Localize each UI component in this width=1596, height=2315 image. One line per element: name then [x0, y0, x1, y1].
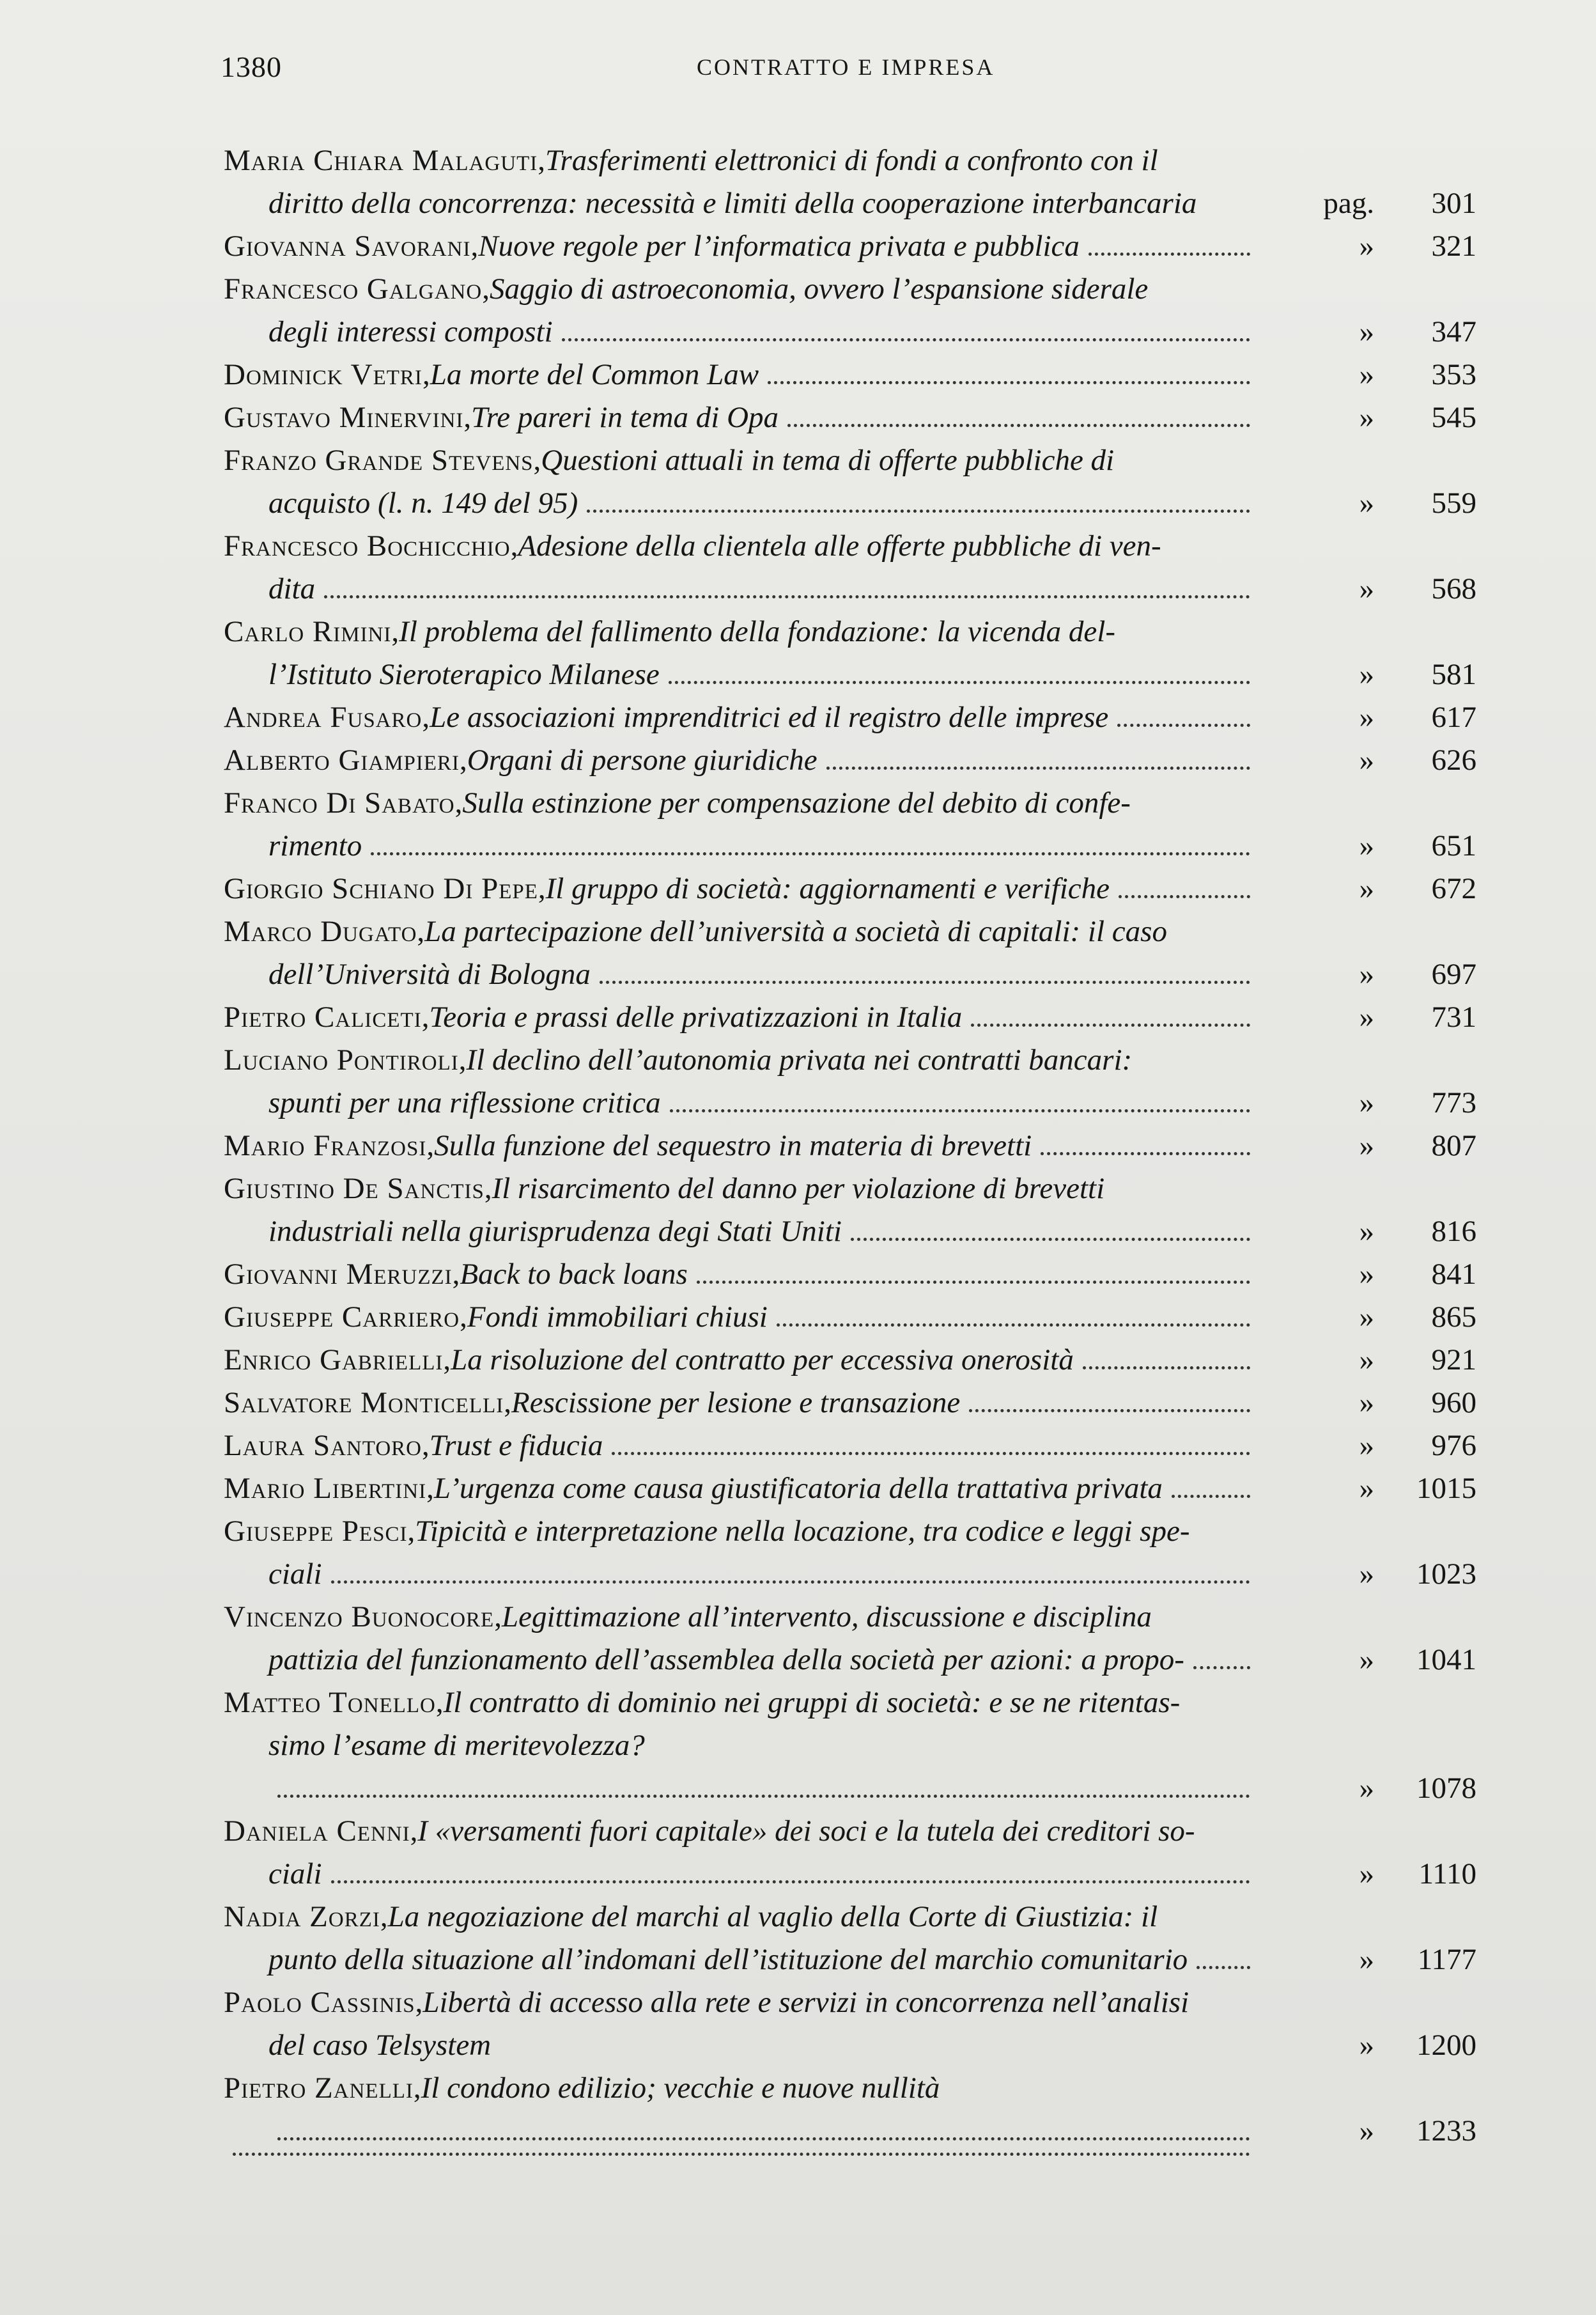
- entry-separator: ,: [533, 444, 541, 477]
- entry-page: 353: [1431, 358, 1476, 391]
- page-label: »: [1359, 1557, 1374, 1591]
- entry-page: 651: [1431, 829, 1476, 862]
- entry-author: Nadia Zorzi: [224, 1900, 380, 1933]
- toc-entry: [224, 1810, 1476, 1896]
- dot-leader: [277, 2137, 1250, 2140]
- entry-title: spunti per una riflessione critica: [268, 1086, 661, 1119]
- toc-entry: [224, 739, 1476, 782]
- entry-separator: ,: [504, 1386, 511, 1419]
- entry-separator: ,: [435, 1686, 444, 1719]
- entry-author: Daniela Cenni: [224, 1814, 410, 1848]
- entry-author: Vincenzo Buonocore: [224, 1600, 495, 1633]
- page-label: »: [1359, 1001, 1374, 1034]
- entry-separator: ,: [538, 144, 545, 177]
- entry-separator: ,: [538, 872, 546, 905]
- entry-author: Maria Chiara Malaguti: [224, 144, 538, 177]
- entry-title: ciali: [268, 1557, 322, 1591]
- entry-author: Laura Santoro: [224, 1429, 422, 1462]
- entry-title: degli interessi composti: [268, 315, 553, 348]
- dot-leader: [826, 767, 1250, 770]
- entry-title: Organi di persone giuridiche: [467, 744, 817, 777]
- page-label: »: [1359, 2029, 1374, 2062]
- toc-entry: [224, 868, 1476, 910]
- dot-leader: [331, 1880, 1250, 1883]
- toc-entry: [224, 139, 1476, 225]
- running-head: CONTRATTO E IMPRESA: [697, 54, 995, 80]
- entry-page: 568: [1431, 572, 1476, 605]
- entry-separator: ,: [415, 1986, 423, 2019]
- dot-leader: [562, 338, 1250, 341]
- entry-author: Luciano Pontiroli: [224, 1043, 459, 1077]
- entry-author: Andrea Fusaro: [224, 701, 422, 734]
- entry-author: Giuseppe Pesci: [224, 1515, 408, 1548]
- entry-separator: ,: [484, 1172, 492, 1205]
- toc-entry: [224, 611, 1476, 696]
- entry-separator: ,: [443, 1343, 451, 1376]
- page-label: »: [1359, 1643, 1374, 1676]
- entry-separator: ,: [413, 2071, 421, 2105]
- page-number: 1380: [221, 51, 282, 83]
- entry-title: L’urgenza come causa giustificatoria della trattativa privata: [433, 1472, 1163, 1505]
- entry-title: pattizia del funzionamento dell’assemblea della società per azioni: a propo-: [268, 1643, 1184, 1676]
- dot-leader: [331, 1580, 1250, 1584]
- entry-page: 1177: [1417, 1943, 1476, 1976]
- entry-title: acquisto (l. n. 149 del 95): [268, 487, 578, 520]
- entry-author: Carlo Rimini: [224, 615, 392, 648]
- entry-page: 347: [1431, 315, 1476, 348]
- dot-leader: [371, 852, 1250, 855]
- dot-leader: [969, 1409, 1250, 1412]
- entry-separator: ,: [422, 1429, 430, 1462]
- page-label: »: [1359, 358, 1374, 391]
- entry-author: Paolo Cassinis: [224, 1986, 415, 2019]
- page-label: »: [1359, 1386, 1374, 1419]
- entry-page: 581: [1431, 658, 1476, 691]
- entry-page: 865: [1431, 1300, 1476, 1334]
- page-label: »: [1359, 2114, 1374, 2147]
- entry-author: Giovanna Savorani: [224, 230, 471, 263]
- entry-separator: ,: [407, 1515, 415, 1548]
- entry-author: Enrico Gabrielli: [224, 1343, 444, 1376]
- toc-entry: [224, 1467, 1476, 1510]
- entry-author: Giuseppe Carriero: [224, 1300, 460, 1334]
- dot-leader: [971, 1024, 1250, 1027]
- entry-title: Questioni attuali in tema di offerte pubbliche di: [541, 444, 1115, 477]
- entry-separator: ,: [410, 1814, 418, 1848]
- page-label: pag.: [1323, 187, 1374, 220]
- entry-title: Rescissione per lesione e transazione: [511, 1386, 961, 1419]
- dot-leader: [1172, 1495, 1250, 1498]
- page-label: »: [1359, 315, 1374, 348]
- entry-title: rimento: [268, 829, 362, 862]
- entry-separator: ,: [482, 272, 490, 306]
- toc-entry: [224, 2153, 1476, 2163]
- dot-leader: [1041, 1152, 1250, 1155]
- entry-title: dell’Università di Bologna: [268, 958, 591, 991]
- entry-author: Salvatore Monticelli: [224, 1386, 504, 1419]
- entry-separator: ,: [494, 1600, 502, 1633]
- entry-author: Francesco Bochicchio: [224, 529, 511, 563]
- dot-leader: [587, 510, 1250, 513]
- entry-title: Il declino dell’autonomia privata nei contratti bancari:: [466, 1043, 1133, 1077]
- toc-entry: [224, 1596, 1476, 1681]
- entry-title: I «versamenti fuori capitale» dei soci e la tutela dei creditori so-: [417, 1814, 1195, 1848]
- entry-title: simo l’esame di meritevolezza?: [268, 1729, 645, 1762]
- dot-leader: [697, 1281, 1250, 1284]
- page-label: »: [1359, 701, 1374, 734]
- page-label: »: [1359, 230, 1374, 263]
- page-label: »: [1359, 872, 1374, 905]
- page-label: »: [1359, 1300, 1374, 1334]
- entry-page: 921: [1431, 1343, 1476, 1376]
- entry-author: Giustino De Sanctis: [224, 1172, 484, 1205]
- entry-page: 1015: [1416, 1472, 1476, 1505]
- dot-leader: [1117, 724, 1250, 727]
- entry-title: Back to back loans: [460, 1258, 688, 1291]
- entry-title: ciali: [268, 1857, 322, 1890]
- entry-title: Il contratto di dominio nei gruppi di società: e se ne ritentas-: [443, 1686, 1181, 1719]
- entry-separator: ,: [458, 1043, 467, 1077]
- entry-title: La morte del Common Law: [430, 358, 759, 391]
- entry-title: Legittimazione all’intervento, discussione e disciplina: [501, 1600, 1152, 1633]
- toc-entry: [224, 1125, 1476, 1167]
- toc-entry: [224, 696, 1476, 739]
- entry-title: Nuove regole per l’informatica privata e pubblica: [478, 230, 1080, 263]
- entry-author: Mario Franzosi: [224, 1129, 427, 1162]
- toc-entry: [224, 1167, 1476, 1253]
- entry-author: Gustavo Minervini: [224, 401, 464, 434]
- entry-separator: ,: [380, 1900, 388, 1933]
- page-label: »: [1359, 572, 1374, 605]
- page-label: »: [1359, 1129, 1374, 1162]
- entry-author: Giovanni Meruzzi: [224, 1258, 453, 1291]
- entry-title: Trasferimenti elettronici di fondi a confronto con il: [545, 144, 1158, 177]
- entry-page: 841: [1431, 1258, 1476, 1291]
- entry-author: Francesco Galgano: [224, 272, 483, 306]
- entry-page: 1233: [1416, 2114, 1476, 2147]
- toc-entry: [224, 1896, 1476, 1981]
- entry-separator: ,: [421, 1001, 430, 1034]
- toc-entry: [224, 1382, 1476, 1424]
- entry-title: Le associazioni imprenditrici ed il registro delle imprese: [430, 701, 1109, 734]
- entry-author: Alberto Giampieri: [224, 744, 460, 777]
- page-label: »: [1359, 1343, 1374, 1376]
- dot-leader: [1083, 1366, 1250, 1369]
- entry-title: del caso Telsystem: [268, 2029, 492, 2062]
- entry-page: 672: [1431, 872, 1476, 905]
- page-label: »: [1359, 658, 1374, 691]
- entry-author: Pietro Zanelli: [224, 2071, 414, 2105]
- entry-title: La negoziazione del marchi al vaglio della Corte di Giustizia: il: [387, 1900, 1158, 1933]
- page-label: »: [1359, 1215, 1374, 1248]
- entry-title: Il gruppo di società: aggiornamenti e verifiche: [545, 872, 1110, 905]
- toc-entry: [224, 1510, 1476, 1596]
- entry-separator: ,: [460, 744, 467, 777]
- entry-title: La partecipazione dell’università a società di capitali: il caso: [424, 915, 1167, 948]
- entry-title: punto della situazione all’indomani dell’istituzione del marchio comunitario: [268, 1943, 1188, 1976]
- dot-leader: [1089, 253, 1250, 256]
- entry-separator: ,: [417, 915, 425, 948]
- dot-leader: [777, 1323, 1250, 1327]
- entry-author: Matteo Tonello: [224, 1686, 436, 1719]
- entry-page: 626: [1431, 744, 1476, 777]
- toc-entry: [224, 525, 1476, 611]
- page-label: »: [1359, 1429, 1374, 1462]
- entry-title: Saggio di astroeconomia, ovvero l’espansione siderale: [489, 272, 1149, 306]
- toc-entry: [224, 1681, 1476, 1810]
- entry-page: 1023: [1416, 1557, 1476, 1591]
- entry-page: 1078: [1416, 1772, 1476, 1805]
- entry-page: 773: [1431, 1086, 1476, 1119]
- entry-author: Giorgio Schiano Di Pepe: [224, 872, 538, 905]
- toc-entry: [224, 1339, 1476, 1382]
- entry-title: Teoria e prassi delle privatizzazioni in Italia: [429, 1001, 963, 1034]
- toc-entry: [224, 268, 1476, 354]
- toc-entry: [224, 354, 1476, 396]
- entry-separator: ,: [470, 230, 479, 263]
- entry-title: Il condono edilizio; vecchie e nuove nullità: [421, 2071, 940, 2105]
- entry-title: Sulla estinzione per compensazione del debito di confe-: [462, 786, 1131, 820]
- dot-leader: [787, 424, 1250, 427]
- entry-separator: ,: [426, 1129, 435, 1162]
- dot-leader: [600, 981, 1250, 984]
- entry-separator: ,: [391, 615, 399, 648]
- entry-page: 731: [1431, 1001, 1476, 1034]
- dot-leader: [612, 1452, 1250, 1455]
- toc-entry: [224, 782, 1476, 868]
- entry-title: Fondi immobiliari chiusi: [467, 1300, 768, 1334]
- entry-page: 960: [1431, 1386, 1476, 1419]
- entry-separator: ,: [460, 1300, 467, 1334]
- toc-entry: [224, 996, 1476, 1039]
- dot-leader: [1197, 1966, 1250, 1969]
- page-label: »: [1359, 1857, 1374, 1890]
- toc-entry: [224, 439, 1476, 525]
- toc-entry: [224, 910, 1476, 996]
- toc-entry: [224, 1981, 1476, 2067]
- entry-title: dita: [268, 572, 316, 605]
- dot-leader: [851, 1238, 1250, 1241]
- page-label: »: [1359, 1472, 1374, 1505]
- entry-title: Sulla funzione del sequestro in materia di brevetti: [434, 1129, 1032, 1162]
- page-label: »: [1359, 487, 1374, 520]
- entry-author: Marco Dugato: [224, 915, 417, 948]
- entry-page: 976: [1431, 1429, 1476, 1462]
- entry-page: 545: [1431, 401, 1476, 434]
- entry-title: La risoluzione del contratto per eccessiva onerosità: [451, 1343, 1074, 1376]
- toc-entry: [224, 1424, 1476, 1467]
- entry-page: 697: [1431, 958, 1476, 991]
- toc-entry: [224, 1296, 1476, 1339]
- toc-entry: [224, 2067, 1476, 2153]
- page-label: »: [1359, 1258, 1374, 1291]
- entry-separator: ,: [422, 701, 430, 734]
- dot-leader: [324, 595, 1250, 598]
- entry-page: 321: [1431, 230, 1476, 263]
- entry-separator: ,: [463, 401, 472, 434]
- dot-leader: [670, 1109, 1250, 1112]
- entry-title: Libertà di accesso alla rete e servizi in concorrenza nell’analisi: [422, 1986, 1189, 2019]
- page-label: »: [1359, 1772, 1374, 1805]
- entry-page: 807: [1431, 1129, 1476, 1162]
- page-label: »: [1359, 958, 1374, 991]
- entry-title: Tre pareri in tema di Opa: [471, 401, 779, 434]
- dot-leader: [768, 381, 1250, 384]
- entry-title: Il risarcimento del danno per violazione di brevetti: [492, 1172, 1105, 1205]
- entry-title: Il problema del fallimento della fondazione: la vicenda del-: [399, 615, 1115, 648]
- dot-leader: [1193, 1666, 1250, 1669]
- entry-title: Trust e fiducia: [429, 1429, 603, 1462]
- page-label: »: [1359, 829, 1374, 862]
- toc-entry: [224, 396, 1476, 439]
- entry-page: 1200: [1416, 2029, 1476, 2062]
- entry-separator: ,: [452, 1258, 460, 1291]
- page-label: »: [1359, 1943, 1374, 1976]
- page-label: »: [1359, 1086, 1374, 1119]
- entry-page: 559: [1431, 487, 1476, 520]
- page-label: »: [1359, 401, 1374, 434]
- entry-separator: ,: [422, 358, 430, 391]
- entry-separator: ,: [510, 529, 518, 563]
- table-of-contents: [224, 139, 1476, 2163]
- page-label: »: [1359, 744, 1374, 777]
- entry-page: 1110: [1418, 1857, 1476, 1890]
- entry-title: Tipicità e interpretazione nella locazione, tra codice e leggi spe-: [415, 1515, 1190, 1548]
- toc-entry: [224, 225, 1476, 268]
- dot-leader: [277, 1795, 1250, 1798]
- entry-page: 1041: [1416, 1643, 1476, 1676]
- dot-leader: [669, 681, 1250, 684]
- entry-title: diritto della concorrenza: necessità e limiti della cooperazione interbancaria: [268, 187, 1197, 220]
- entry-author: Pietro Caliceti: [224, 1001, 422, 1034]
- entry-title: industriali nella giurisprudenza degi Stati Uniti: [268, 1215, 842, 1248]
- dot-leader: [1119, 895, 1250, 898]
- dot-leader: [233, 2153, 1250, 2156]
- toc-entry: [224, 1039, 1476, 1125]
- entry-author: Franzo Grande Stevens: [224, 444, 534, 477]
- entry-page: 816: [1431, 1215, 1476, 1248]
- entry-separator: ,: [426, 1472, 434, 1505]
- entry-page: 617: [1431, 701, 1476, 734]
- entry-author: Dominick Vetri: [224, 358, 422, 391]
- entry-page: 301: [1431, 187, 1476, 220]
- entry-author: Franco Di Sabato: [224, 786, 455, 820]
- entry-title: l’Istituto Sieroterapico Milanese: [268, 658, 660, 691]
- entry-title: Adesione della clientela alle offerte pubbliche di ven-: [518, 529, 1161, 563]
- entry-separator: ,: [454, 786, 463, 820]
- toc-entry: [224, 1253, 1476, 1296]
- entry-author: Mario Libertini: [224, 1472, 427, 1505]
